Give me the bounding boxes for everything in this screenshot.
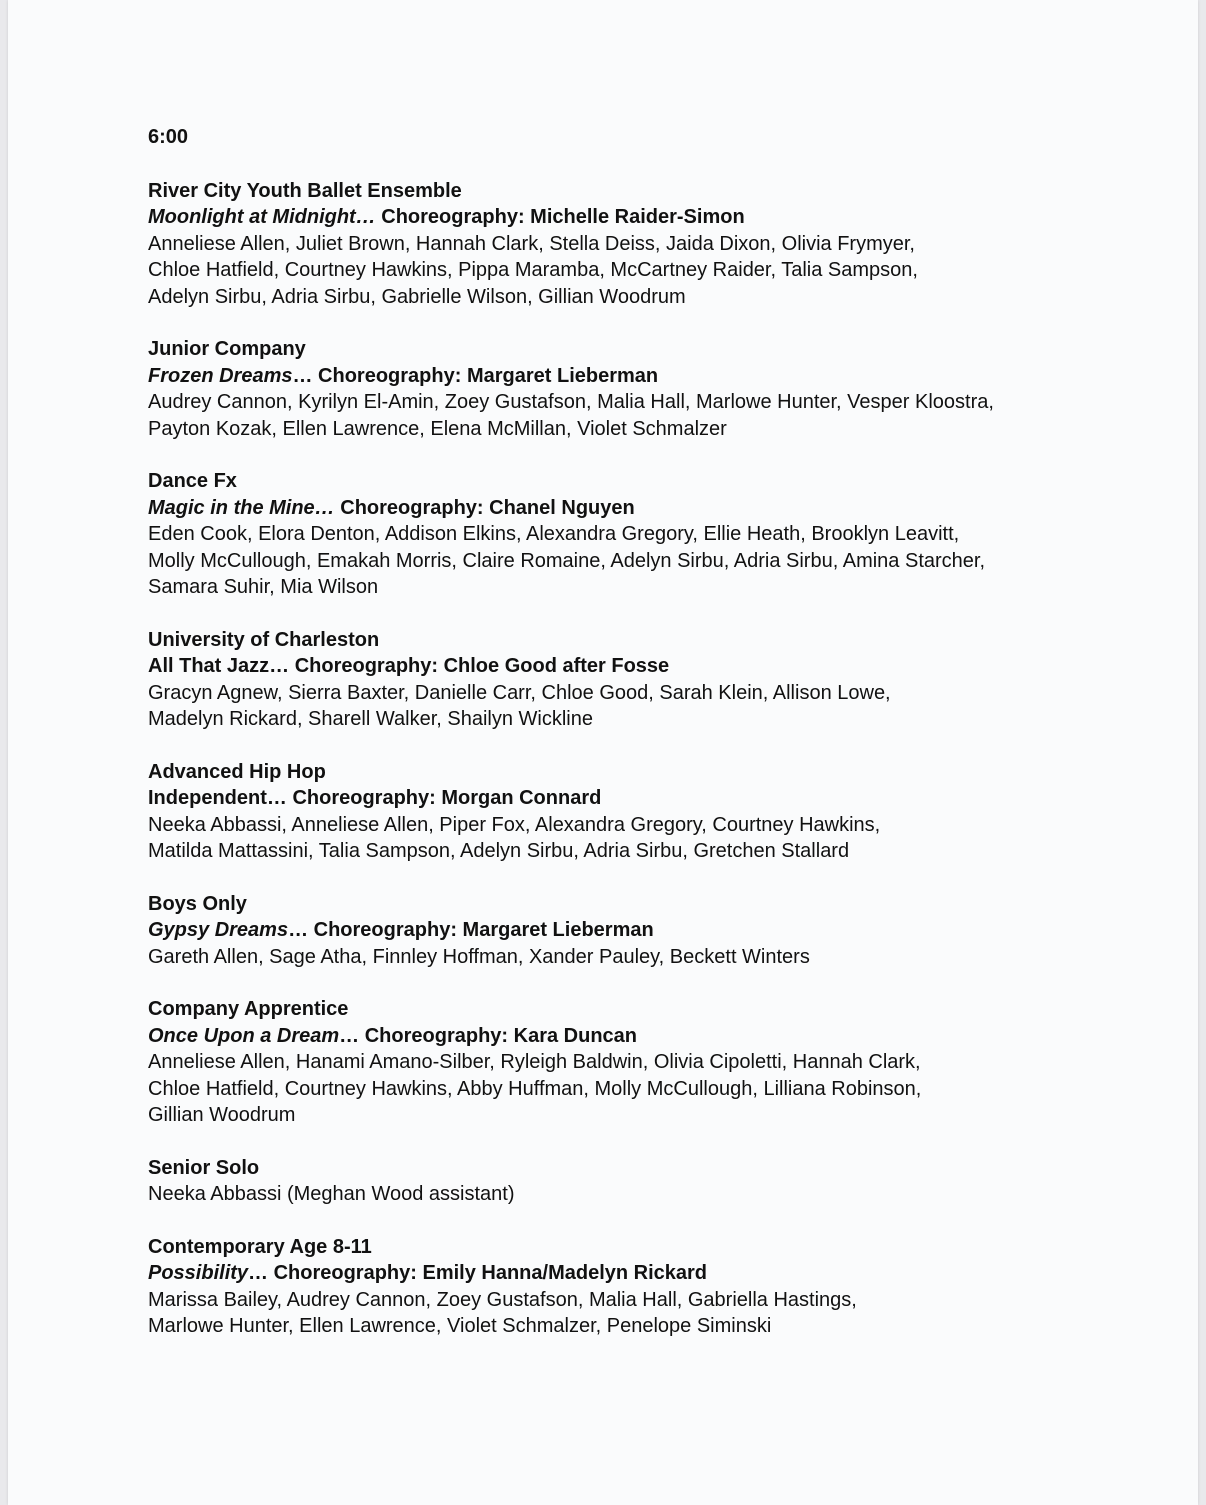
choreography-credit: … Choreography: Chloe Good after Fosse — [269, 655, 670, 677]
program-entry — [148, 1155, 1148, 1208]
dancer-list-line: Molly McCullough, Emakah Morris, Claire Romaine, Adelyn Sirbu, Adria Sirbu, Amina Starcher, — [148, 549, 986, 572]
dancer-list-line: Anneliese Allen, Hanami Amano-Silber, Ryleigh Baldwin, Olivia Cipoletti, Hannah Clark, — [148, 1051, 921, 1073]
program-entry — [148, 891, 1148, 971]
dancer-list-line: Chloe Hatfield, Courtney Hawkins, Pippa Maramba, McCartney Raider, Talia Sampson, — [148, 259, 918, 281]
choreography-credit: … Choreography: Margaret Lieberman — [292, 364, 659, 387]
dancer-list-line: Marlowe Hunter, Ellen Lawrence, Violet Schmalzer, Penelope Siminski — [148, 1315, 772, 1337]
document-page — [8, 0, 1198, 1505]
group-name: River City Youth Ballet Ensemble — [148, 179, 462, 202]
group-name: Boys Only — [148, 892, 247, 915]
program-content — [148, 124, 1148, 1366]
piece-title: Possibility — [148, 1262, 249, 1284]
dancer-list-line: Anneliese Allen, Juliet Brown, Hannah Clark, Stella Deiss, Jaida Dixon, Olivia Frymyer, — [148, 232, 915, 255]
program-entry — [148, 759, 1148, 865]
piece-title: Moonlight at Midnight… — [148, 206, 376, 228]
piece-line — [148, 1260, 1148, 1287]
program-entry — [148, 996, 1148, 1129]
piece-title: Once Upon a Dream — [148, 1024, 340, 1047]
choreography-credit: … Choreography: Emily Hanna/Madelyn Rickard — [248, 1262, 708, 1284]
dancer-list-line: Adelyn Sirbu, Adria Sirbu, Gabrielle Wilson, Gillian Woodrum — [148, 285, 686, 308]
group-name: Junior Company — [148, 338, 306, 360]
piece-line — [148, 653, 1148, 680]
dancer-list-line: Matilda Mattassini, Talia Sampson, Adelyn Sirbu, Adria Sirbu, Gretchen Stallard — [148, 840, 850, 862]
piece-line — [148, 785, 1148, 812]
piece-title: All That Jazz — [148, 655, 270, 677]
group-name: Company Apprentice — [148, 998, 349, 1020]
group-name: Contemporary Age 8-11 — [148, 1235, 372, 1258]
choreography-credit: … Choreography: Morgan Connard — [266, 787, 602, 809]
dancer-list-line: Eden Cook, Elora Denton, Addison Elkins, Alexandra Gregory, Ellie Heath, Brooklyn Leavitt, — [148, 523, 960, 545]
piece-line — [148, 1023, 1148, 1050]
entries-list — [148, 178, 1148, 1340]
dancer-list-line: Neeka Abbassi (Meghan Wood assistant) — [148, 1183, 515, 1205]
dancer-list-line: Marissa Bailey, Audrey Cannon, Zoey Gustafson, Malia Hall, Gabriella Hastings, — [148, 1288, 857, 1311]
piece-title: Magic in the Mine… — [148, 496, 335, 519]
dancer-list-line: Madelyn Rickard, Sharell Walker, Shailyn Wickline — [148, 708, 593, 730]
dancer-list-line: Chloe Hatfield, Courtney Hawkins, Abby Huffman, Molly McCullough, Lilliana Robinson, — [148, 1077, 922, 1100]
time-heading: 6:00 — [148, 126, 189, 148]
dancer-list-line: Payton Kozak, Ellen Lawrence, Elena McMillan, Violet Schmalzer — [148, 417, 727, 440]
piece-title: Gypsy Dreams — [148, 919, 289, 941]
choreography-credit: Choreography: Chanel Nguyen — [334, 496, 635, 519]
program-entry — [148, 627, 1148, 733]
dancer-list-line: Gracyn Agnew, Sierra Baxter, Danielle Carr, Chloe Good, Sarah Klein, Allison Lowe, — [148, 681, 891, 704]
piece-title: Frozen Dreams — [148, 364, 293, 387]
piece-line — [148, 363, 1148, 390]
dancer-list-line: Samara Suhir, Mia Wilson — [148, 576, 379, 598]
choreography-credit: Choreography: Michelle Raider-Simon — [375, 206, 745, 228]
piece-line — [148, 204, 1148, 231]
group-name: University of Charleston — [148, 628, 380, 651]
choreography-credit: … Choreography: Margaret Lieberman — [288, 919, 654, 941]
group-name: Dance Fx — [148, 470, 237, 492]
dancer-list-line: Audrey Cannon, Kyrilyn El-Amin, Zoey Gustafson, Malia Hall, Marlowe Hunter, Vesper Kloostra, — [148, 391, 994, 413]
program-entry — [148, 1234, 1148, 1340]
group-name: Advanced Hip Hop — [148, 760, 326, 783]
piece-line — [148, 495, 1148, 522]
program-entry — [148, 336, 1148, 442]
group-name: Senior Solo — [148, 1156, 260, 1179]
choreography-credit: … Choreography: Kara Duncan — [339, 1024, 637, 1047]
program-entry — [148, 468, 1148, 601]
piece-title: Independent — [148, 787, 267, 809]
piece-line — [148, 917, 1148, 944]
dancer-list-line: Gareth Allen, Sage Atha, Finnley Hoffman, Xander Pauley, Beckett Winters — [148, 945, 810, 968]
dancer-list-line: Gillian Woodrum — [148, 1104, 296, 1126]
dancer-list-line: Neeka Abbassi, Anneliese Allen, Piper Fox, Alexandra Gregory, Courtney Hawkins, — [148, 813, 881, 836]
program-entry — [148, 178, 1148, 311]
